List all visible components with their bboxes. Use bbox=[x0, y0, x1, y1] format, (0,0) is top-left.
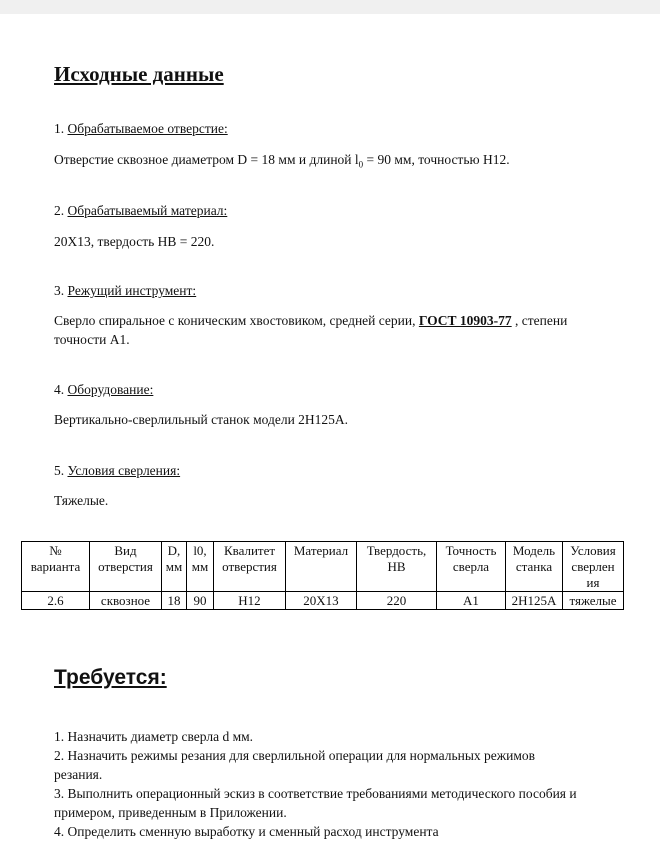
section-heading-text: Режущий инструмент: bbox=[67, 283, 197, 298]
table-cell: Н12 bbox=[214, 592, 286, 610]
section-number: 4. bbox=[54, 382, 65, 397]
header-cell: Условия сверлен ия bbox=[563, 542, 624, 592]
table-row bbox=[22, 592, 624, 610]
section-1-heading bbox=[54, 119, 228, 138]
header-cell: Модель станка bbox=[506, 542, 563, 592]
section-heading-text: Обрабатываемое отверстие: bbox=[67, 121, 228, 136]
section-number: 2. bbox=[54, 203, 65, 218]
section-heading-text: Обрабатываемый материал: bbox=[67, 203, 228, 218]
section-number: 3. bbox=[54, 283, 65, 298]
section-2-heading bbox=[54, 201, 227, 220]
body-text: Отверстие сквозное диаметром D = 18 мм и длиной l bbox=[54, 152, 359, 167]
section-1-body bbox=[54, 150, 510, 175]
task-line: резания. bbox=[54, 767, 103, 782]
task-line: 2. Назначить режимы резания для сверлильной операции для нормальных режимов bbox=[54, 748, 536, 763]
section-3-body-line1 bbox=[54, 311, 567, 330]
required-title: Требуется: bbox=[54, 666, 167, 689]
table-cell: 220 bbox=[357, 592, 437, 610]
header-cell: Материал bbox=[286, 542, 357, 592]
section-number: 5. bbox=[54, 463, 65, 478]
document-page bbox=[0, 14, 660, 852]
header-cell: l0, мм bbox=[187, 542, 214, 592]
table-cell: сквозное bbox=[90, 592, 162, 610]
section-3-heading bbox=[54, 281, 196, 300]
table-cell: 2.6 bbox=[22, 592, 90, 610]
table-cell: 2Н125А bbox=[506, 592, 563, 610]
gost-link[interactable]: ГОСТ 10903-77 bbox=[418, 313, 512, 328]
body-text: Сверло спиральное с коническим хвостовиком, средней серии, bbox=[54, 313, 419, 328]
section-4-heading bbox=[54, 380, 153, 399]
header-cell: Точность сверла bbox=[437, 542, 506, 592]
table-cell: тяжелые bbox=[563, 592, 624, 610]
header-cell: D, мм bbox=[162, 542, 187, 592]
task-line: примером, приведенным в Приложении. bbox=[54, 805, 287, 820]
task-line: 4. Определить сменную выработку и сменный расход инструмента bbox=[54, 824, 439, 839]
body-text-end: , степени bbox=[511, 313, 568, 328]
table-cell: А1 bbox=[437, 592, 506, 610]
table-cell: 18 bbox=[162, 592, 187, 610]
subscript: 0 bbox=[358, 159, 364, 170]
header-cell: Вид отверстия bbox=[90, 542, 162, 592]
section-heading-text: Условия сверления: bbox=[67, 463, 181, 478]
section-4-body: Вертикально-сверлильный станок модели 2Н125А. bbox=[54, 412, 349, 427]
table-cell: 20Х13 bbox=[286, 592, 357, 610]
header-cell: Квалитет отверстия bbox=[214, 542, 286, 592]
section-heading-text: Оборудование: bbox=[67, 382, 154, 397]
table-cell: 90 bbox=[187, 592, 214, 610]
section-5-heading bbox=[54, 461, 180, 480]
table-header-row bbox=[22, 542, 624, 592]
section-number: 1. bbox=[54, 121, 65, 136]
section-2-body: 20Х13, твердость НВ = 220. bbox=[54, 234, 215, 249]
page-title: Исходные данные bbox=[54, 62, 224, 86]
section-5-body: Тяжелые. bbox=[54, 493, 109, 508]
header-cell: № варианта bbox=[22, 542, 90, 592]
task-line: 1. Назначить диаметр сверла d мм. bbox=[54, 729, 254, 744]
section-3-body-line2: точности А1. bbox=[54, 332, 130, 347]
task-line: 3. Выполнить операционный эскиз в соответствие требованиями методического пособия и bbox=[54, 786, 577, 801]
body-text-end: = 90 мм, точностью Н12. bbox=[363, 152, 510, 167]
header-cell: Твердость, НВ bbox=[357, 542, 437, 592]
variant-data-table bbox=[21, 541, 624, 610]
